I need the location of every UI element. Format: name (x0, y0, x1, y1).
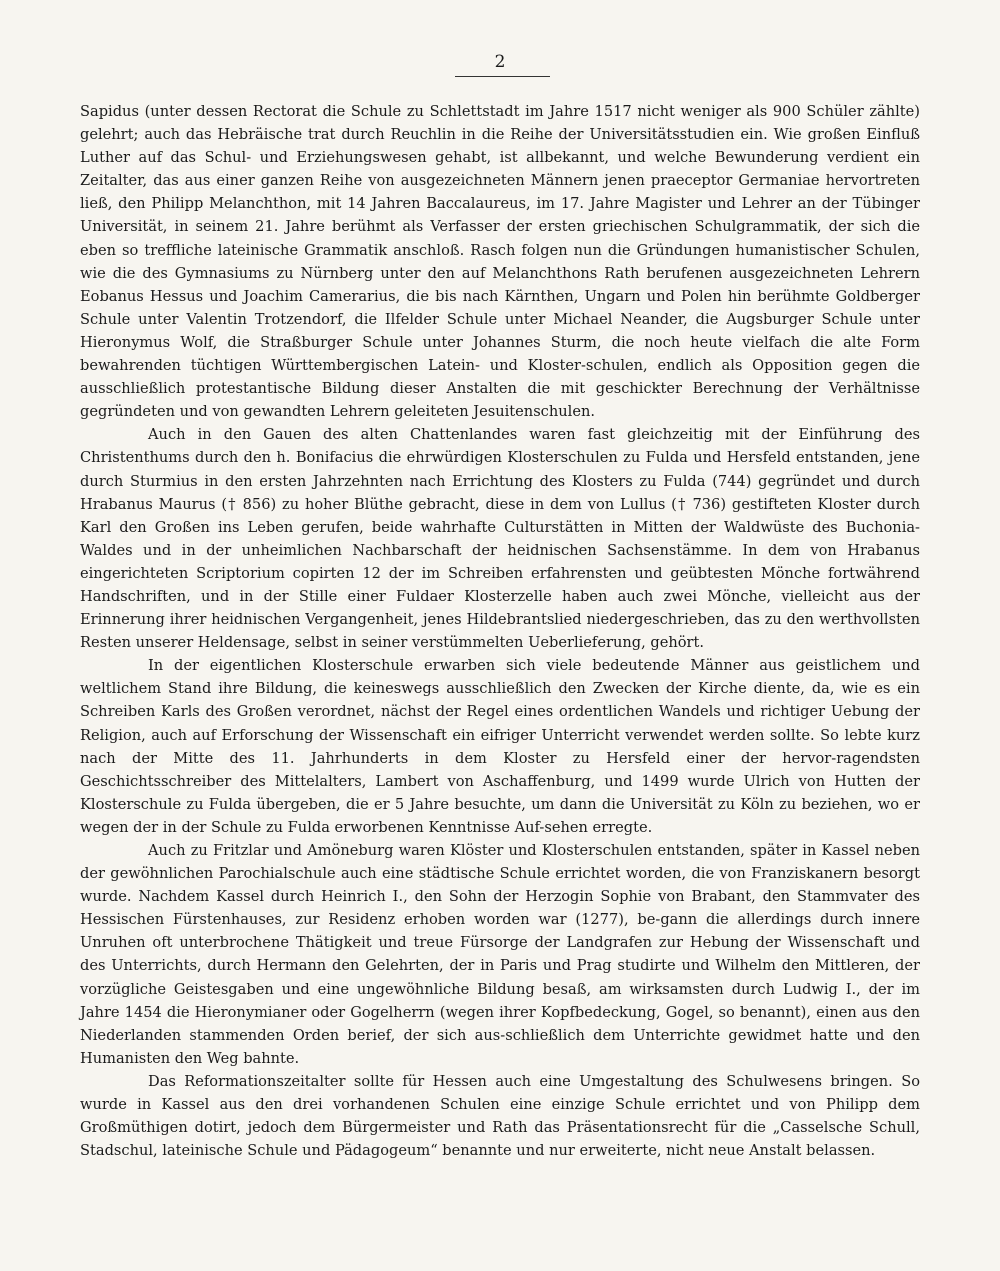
body-text (80, 100, 920, 1162)
paragraph-reformation: Das Reformationszeitalter sollte für Hessen auch eine Umgestaltung des Schulwesens bringen. So wurde in Kassel aus den drei vorhandenen Schulen eine einzige Schule errichtet und von Philipp dem Großmüthigen dotirt, jedoch dem Bürgermeister und Rath das Präsentationsrecht für die „Casselsche Schull, Stadschul, lateinische Schule und Pädagogeum“ benannte und nur erweiterte, nicht neue Anstalt belassen. (80, 1072, 920, 1160)
page-number: 2 (494, 52, 506, 72)
paragraph-kassel-schools: Auch zu Fritzlar und Amöneburg waren Klöster und Klosterschulen entstanden, später in Kassel neben der gewöhnlichen Parochialschule auch eine städtische Schule errichtet worden, die von Franziskanern besorgt wurde. Nachdem Kassel durch Heinrich I., den Sohn der Herzogin Sophie von Brabant, den Stammvater des Hessischen Fürstenhauses, zur Residenz erhoben worden war (1277), be-gann die allerdings durch innere Unruhen oft unterbrochene Thätigkeit und treue Fürsorge der Landgrafen zur Hebung der Wissenschaft und des Unterrichts, durch Hermann den Gelehrten, der in Paris und Prag studirte und Wilhelm den Mittleren, der vorzügliche Geistesgaben und eine ungewöhnliche Bildung besaß, am wirksamsten durch Ludwig I., der im Jahre 1454 die Hieronymianer oder Gogelherrn (wegen ihrer Kopfbedeckung, Gogel, so benannt), einen aus den Niederlanden stammenden Orden berief, der sich aus-schließlich dem Unterrichte gewidmet hatte und den Humanisten den Weg bahnte. (80, 842, 920, 1067)
page-number-rule (455, 76, 550, 77)
paragraph-humanist-schools: Sapidus (unter dessen Rectorat die Schule zu Schlettstadt im Jahre 1517 nicht weniger als 900 Schüler zählte) gelehrt; auch das Hebräische trat durch Reuchlin in die Reihe der Universitätsstudien ein. Wie großen Einfluß Luther auf das Schul- und Erziehungswesen gehabt, ist allbekannt, und welche Bewunderung verdient ein Zeitalter, das aus einer ganzen Reihe von ausgezeichneten Männern jenen praeceptor Germaniae hervortreten ließ, den Philipp Melanchthon, mit 14 Jahren Baccalaureus, im 17. Jahre Magister und Lehrer an der Tübinger Universität, in seinem 21. Jahre berühmt als Verfasser der ersten griechischen Schulgrammatik, der sich die eben so treffliche lateinische Grammatik anschloß. Rasch folgen nun die Gründungen humanistischer Schulen, wie die des Gymnasiums zu Nürnberg unter den auf Melanchthons Rath berufenen ausgezeichneten Lehrern Eobanus Hessus und Joachim Camerarius, die bis nach Kärnthen, Ungarn und Polen hin berühmte Goldberger Schule unter Valentin Trotzendorf, die Ilfelder Schule unter Michael Neander, die Augsburger Schule unter Hieronymus Wolf, die Straßburger Schule unter Johannes Sturm, die noch heute vielfach die alte Form bewahrenden tüchtigen Württembergischen Latein- und Kloster-schulen, endlich als Opposition gegen die ausschließlich protestantische Bildung dieser Anstalten die mit geschickter Berechnung der Verhältnisse gegründeten und von gewandten Lehrern geleiteten Jesuitenschulen. (80, 103, 920, 421)
paragraph-monastic-education: In der eigentlichen Klosterschule erwarben sich viele bedeutende Männer aus geistlichem und weltlichem Stand ihre Bildung, die keineswegs ausschließlich den Zwecken der Kirche diente, da, wie es ein Schreiben Karls des Großen verordnet, nächst der Regel eines ordentlichen Wandels und richtiger Uebung der Religion, auch auf Erforschung der Wissenschaft ein eifriger Unterricht verwendet werden sollte. So lebte kurz nach der Mitte des 11. Jahrhunderts in dem Kloster zu Hersfeld einer der hervor-ragendsten Geschichtsschreiber des Mittelalters, Lambert von Aschaffenburg, und 1499 wurde Ulrich von Hutten der Klosterschule zu Fulda übergeben, die er 5 Jahre besuchte, um dann die Universität zu Köln zu beziehen, wo er wegen der in der Schule zu Fulda erworbenen Kenntnisse Auf-sehen erregte. (80, 657, 920, 836)
paragraph-monastery-schools: Auch in den Gauen des alten Chattenlandes waren fast gleichzeitig mit der Einführung des Christenthums durch den h. Bonifacius die ehrwürdigen Klosterschulen zu Fulda und Hersfeld entstanden, jene durch Sturmius in den ersten Jahrzehnten nach Errichtung des Klosters zu Fulda (744) gegründet und durch Hrabanus Maurus († 856) zu hoher Blüthe gebracht, diese in dem von Lullus († 736) gestifteten Kloster durch Karl den Großen ins Leben gerufen, beide wahrhafte Culturstätten in Mitten der Waldwüste des Buchonia-Waldes und in der unheimlichen Nachbarschaft der heidnischen Sachsenstämme. In dem von Hrabanus eingerichteten Scriptorium copirten 12 der im Schreiben erfahrensten und geübtesten Mönche fortwährend Handschriften, und in der Stille einer Fuldaer Klosterzelle haben auch zwei Mönche, vielleicht aus der Erinnerung ihrer heidnischen Vergangenheit, jenes Hildebrantslied niedergeschrieben, das zu den werthvollsten Resten unserer Heldensage, selbst in seiner verstümmelten Ueberlieferung, gehört. (80, 426, 920, 652)
